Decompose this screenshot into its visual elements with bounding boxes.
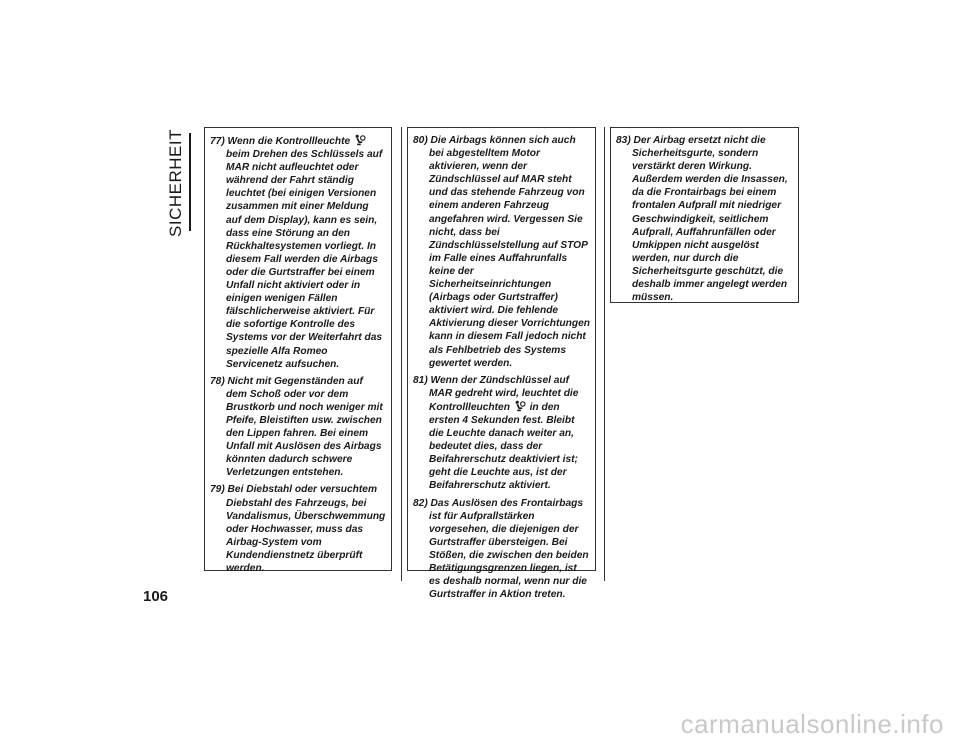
note-83: 83) Der Airbag ersetzt nicht die Sicherheitsgurte, sondern verstärkt deren Wirkung. Außerdem werden die Insassen, da die Frontairbags bei einem frontalen Aufprall mit niedriger Geschwindigkeit, seitlichem Aufprall, Auffahrunfällen oder Umkippen nicht ausgelöst werden, nur durch die Sicherheitsgurte geschützt, die deshalb immer angelegt werden müssen. — [616, 135, 788, 304]
notes-column-2 — [407, 127, 596, 601]
note-81-text-end: in den ersten 4 Sekunden fest. Bleibt die Leuchte danach weiter an, bedeutet dies, dass der Beifahrerschutz deaktiviert ist; geht die Leuchte aus, ist der Beifahrerschutz aktiviert. — [429, 401, 578, 492]
note-81 — [413, 374, 590, 493]
airbag-warning-icon — [514, 400, 526, 412]
section-title: SICHERHEIT — [166, 129, 185, 237]
page-number: 106 — [143, 588, 169, 605]
note-82: 82) Das Auslösen des Frontairbags ist für Aufprallstärken vorgesehen, die diejenigen der Gurtstraffer übersteigen. Bei Stößen, die zwischen den beiden Betätigungsgrenzen liegen, ist es deshalb normal, wenn nur die Gurtstraffer in Aktion treten. — [413, 497, 589, 601]
note-79: 79) Bei Diebstahl oder versuchtem Diebstahl des Fahrzeugs, bei Vandalismus, Überschwemmung oder Hochwasser, muss das Airbag-System vom Kundendienstnetz überprüft werden. — [210, 484, 386, 574]
notes-column-1 — [204, 127, 392, 574]
note-81-text-start: 81) Wenn der Zündschlüssel auf MAR gedreht wird, leuchtet die Kontrollleuchten — [413, 374, 579, 413]
column-divider — [604, 127, 605, 581]
watermark: carmanualsonline.info — [680, 709, 944, 739]
airbag-warning-icon — [354, 134, 366, 146]
note-77-text-start: 77) Wenn die Kontrollleuchte — [210, 136, 354, 147]
note-77-text-end: beim Drehen des Schlüssels auf MAR nicht aufleuchtet oder während der Fahrt ständig leuchtet (bei einigen Versionen zusammen mit einer Meldung auf dem Display), kann es sein, dass eine Störung an den Rückhaltesystemen vorliegt. In diesem Fall werden die Airbags oder die Gurtstraffer bei einem Unfall nicht aktiviert oder in einigen wenigen Fällen fälschlicherweise aktiviert. Für die sofortige Kontrolle des Systems vor der Weiterfahrt das spezielle Alfa Romeo Servicenetz aufsuchen. — [226, 149, 383, 370]
column-divider — [401, 127, 402, 581]
notes-column-3 — [610, 127, 799, 303]
note-80: 80) Die Airbags können sich auch bei abgestelltem Motor aktivieren, wenn der Zündschlüssel auf MAR steht und das stehende Fahrzeug von einem anderen Fahrzeug angefahren wird. Vergessen Sie nicht, dass bei Zündschlüsselstellung auf STOP im Falle eines Auffahrunfalls keine der Sicherheitseinrichtungen (Airbags oder Gurtstraffer) aktiviert wird. Die fehlende Aktivierung dieser Vorrichtungen kann in diesem Fall jedoch nicht als Fehlbetrieb des Systems gewertet werden. — [413, 135, 590, 369]
section-title-tab — [165, 129, 187, 237]
note-78: 78) Nicht mit Gegenständen auf dem Schoß oder vor dem Brustkorb und noch weniger mit Pfeife, Bleistiften usw. zwischen den Lippen fahren. Bei einem Unfall mit Auslösen des Airbags könnten dadurch schwere Verletzungen entstehen. — [210, 375, 383, 479]
section-title-rule — [189, 133, 191, 231]
note-77 — [210, 134, 386, 371]
